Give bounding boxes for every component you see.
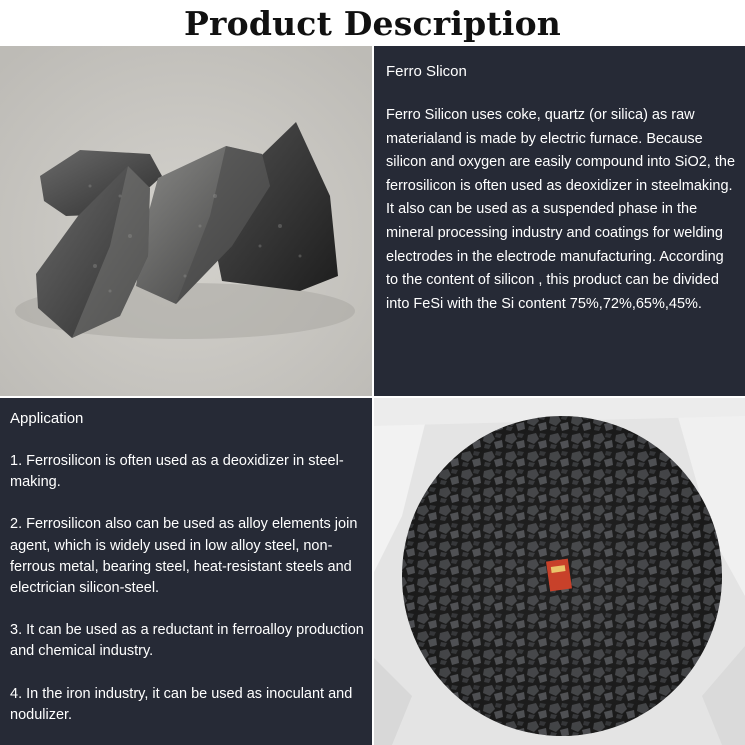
ferro-silicon-bulk-bag-photo [372, 396, 745, 745]
application-item: 3. It can be used as a reductant in ferroalloy production and chemical industry. [10, 622, 364, 660]
page-title: Product Description [184, 3, 561, 43]
application-item: 4. In the iron industry, it can be used as inoculant and nodulizer. [10, 685, 353, 723]
application-panel [0, 396, 372, 745]
page-header [0, 0, 745, 46]
application-item: 2. Ferrosilicon also can be used as alloy elements join agent, which is widely used in low alloy steel, non-ferrous metal, bearing steel, heat-resistant steels and electrician silicon-steel. [10, 516, 358, 597]
vertical-divider [372, 46, 374, 745]
application-heading: Application [10, 410, 84, 427]
application-item: 1. Ferrosilicon is often used as a deoxidizer in steel- making. [10, 453, 344, 491]
product-description-panel [372, 46, 745, 396]
ferro-silicon-lumps-photo [0, 46, 372, 396]
product-description-text: Ferro Silicon uses coke, quartz (or silica) as raw materialand is made by electric furnace. Because silicon and oxygen are easily compound into SiO2, the ferrosilicon is often used as deoxidizer in steelmaking. It also can be used as a suspended phase in the mineral processing industry and coatings for welding electrodes in the electrode manufacturing. According to the content of silicon , this product can be divided into FeSi with the Si content 75%,72%,65%,45%. [386, 107, 736, 312]
product-name: Ferro Slicon [386, 63, 467, 80]
